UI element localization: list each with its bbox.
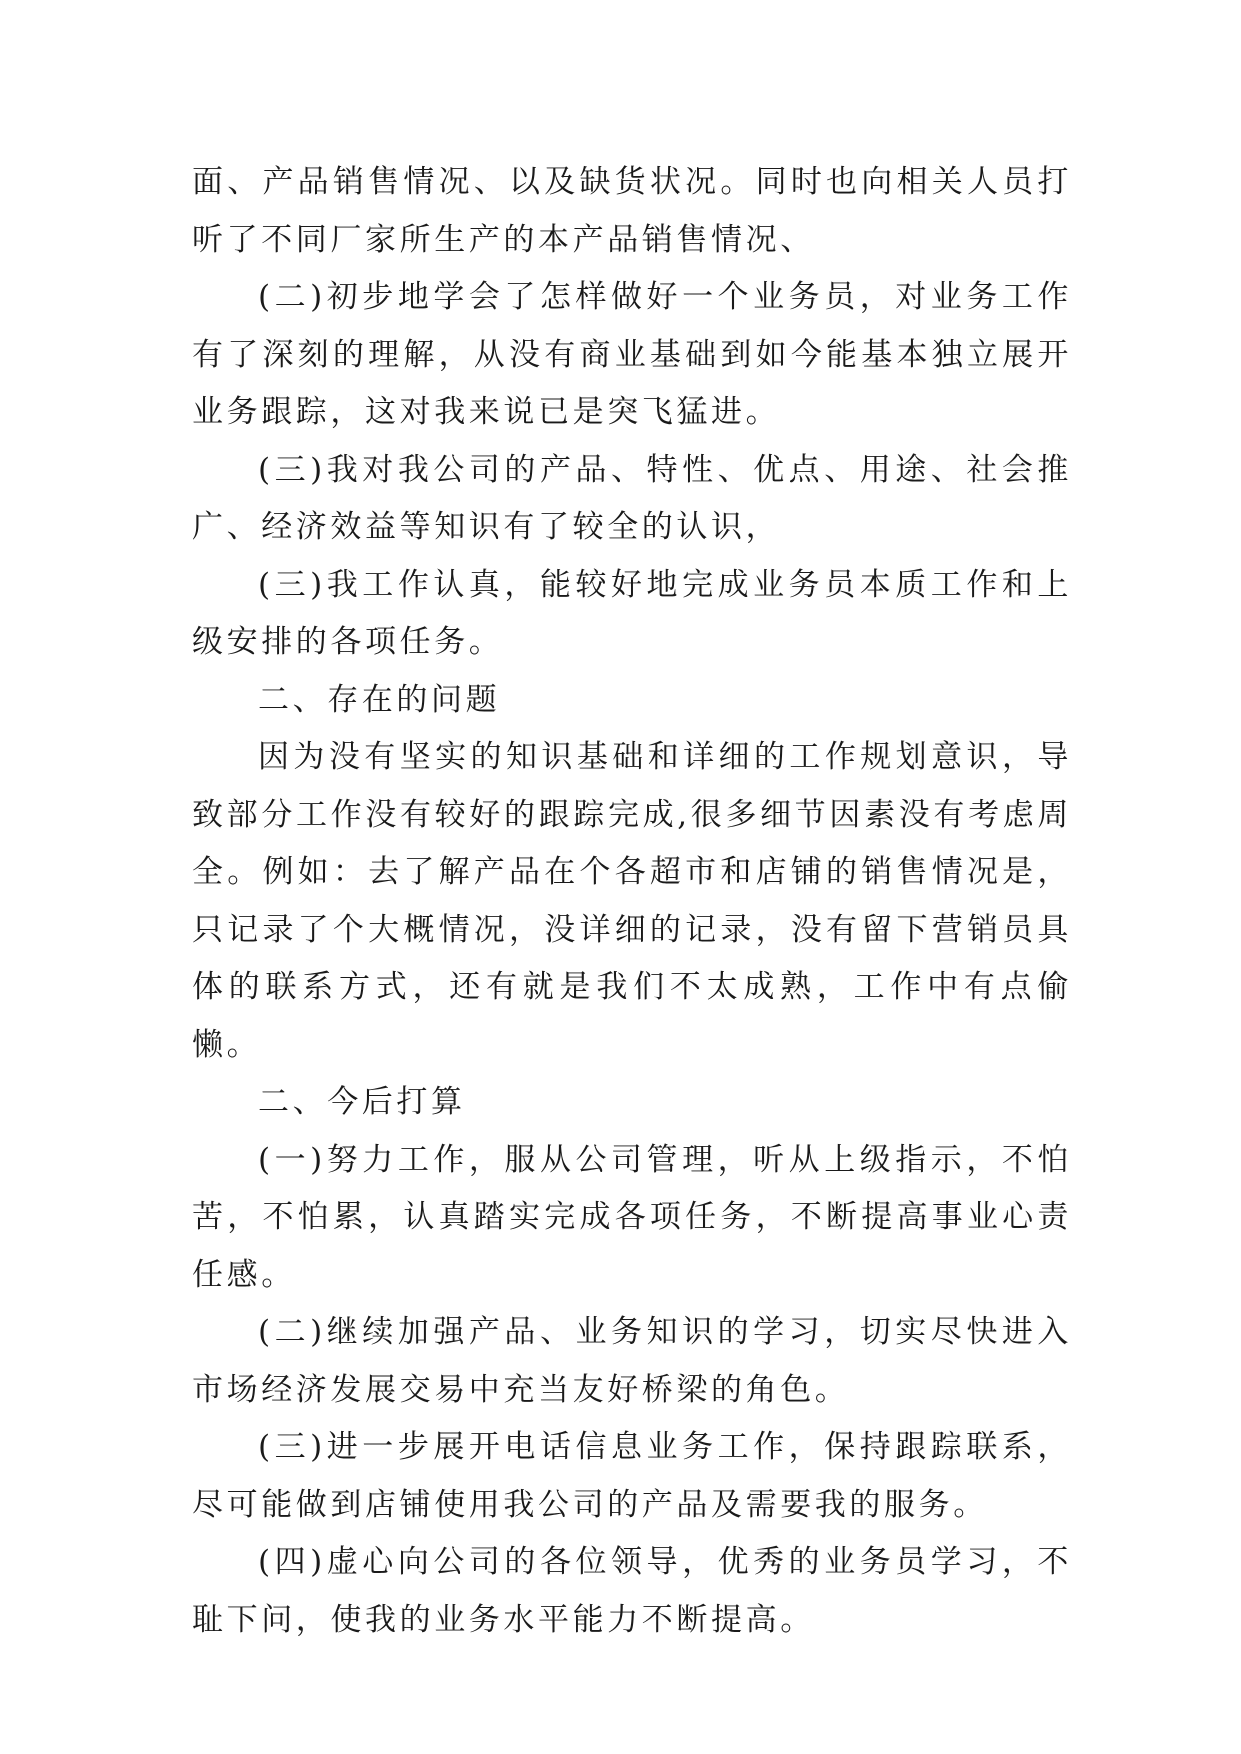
- paragraph: (二)初步地学会了怎样做好一个业务员，对业务工作有了深刻的理解，从没有商业基础到如今能基本独立展开业务跟踪，这对我来说已是突飞猛进。: [192, 279, 1072, 430]
- section-heading: 二、今后打算: [258, 1084, 466, 1120]
- paragraph: 面、产品销售情况、以及缺货状况。同时也向相关人员打听了不同厂家所生产的本产品销售情况、: [192, 164, 1072, 258]
- paragraph: (三)我工作认真，能较好地完成业务员本质工作和上级安排的各项任务。: [192, 566, 1072, 660]
- paragraph: (二)继续加强产品、业务知识的学习，切实尽快进入市场经济发展交易中充当友好桥梁的角色。: [192, 1314, 1072, 1408]
- paragraph: (一)努力工作，服从公司管理，听从上级指示，不怕苦，不怕累，认真踏实完成各项任务，不断提高事业心责任感。: [192, 1141, 1072, 1293]
- paragraph: 因为没有坚实的知识基础和详细的工作规划意识，导致部分工作没有较好的跟踪完成,很多细节因素没有考虑周全。例如：去了解产品在个各超市和店铺的销售情况是，只记录了个大概情况，没详细的记录，没有留下营销员具体的联系方式，还有就是我们不太成熟，工作中有点偷懒。: [192, 739, 1072, 1063]
- paragraph: (三)进一步展开电话信息业务工作，保持跟踪联系，尽可能做到店铺使用我公司的产品及需要我的服务。: [192, 1429, 1072, 1523]
- document-body: [192, 154, 1072, 1649]
- paragraph: (三)我对我公司的产品、特性、优点、用途、社会推广、经济效益等知识有了较全的认识，: [192, 451, 1072, 545]
- section-heading: 二、存在的问题: [258, 681, 501, 718]
- paragraph: (四)虚心向公司的各位领导，优秀的业务员学习，不耻下问，使我的业务水平能力不断提高。: [192, 1544, 1072, 1638]
